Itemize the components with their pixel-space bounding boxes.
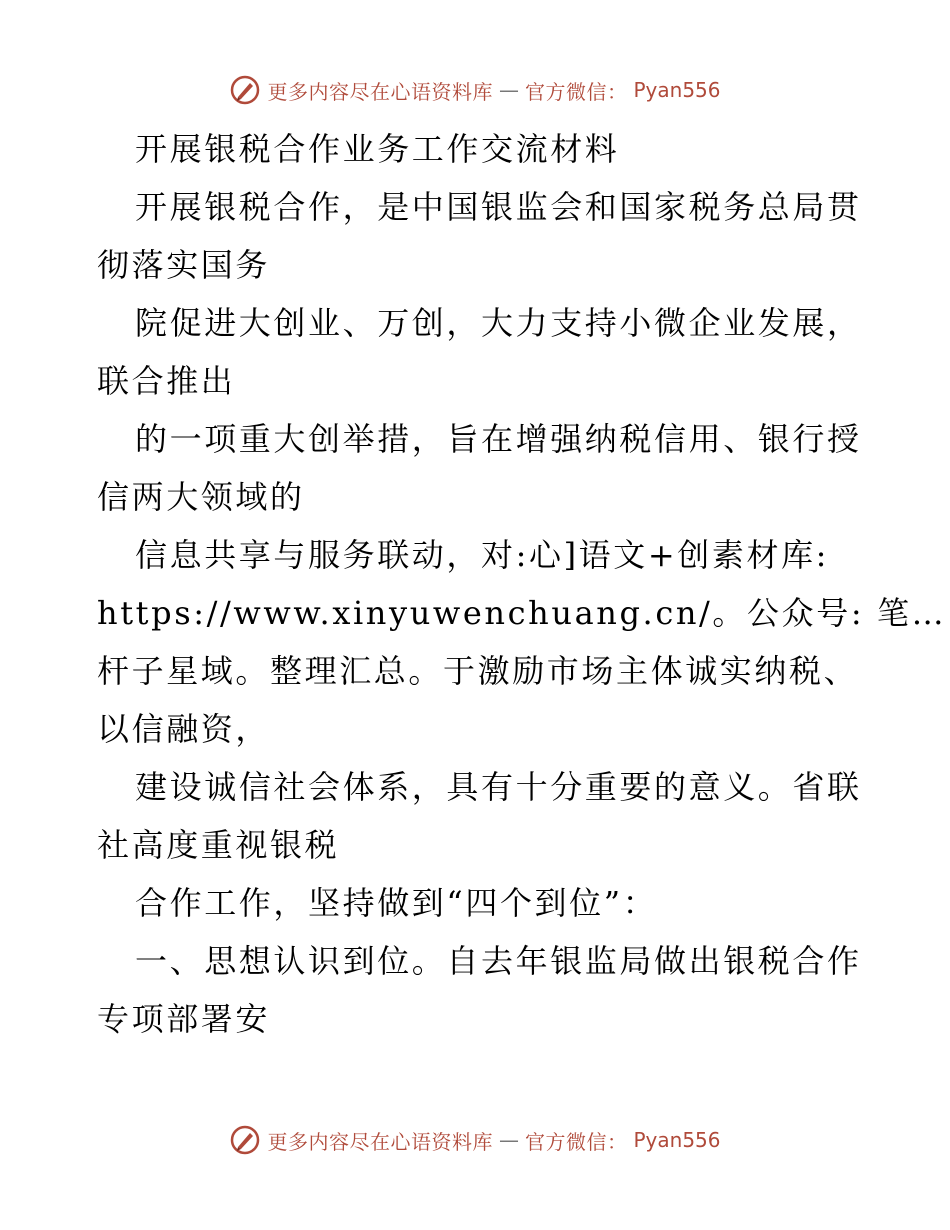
document-body	[97, 120, 947, 1048]
paragraph-line: 建设诚信社会体系，具有十分重要的意义。省联	[135, 768, 862, 806]
paragraph-line: 联合推出	[97, 362, 236, 400]
footer-watermark	[0, 1120, 950, 1160]
watermark-main-text: 更多内容尽在心语资料库	[267, 1129, 493, 1154]
paragraph-line: 杆子星域。整理汇总。于激励市场主体诚实纳税、	[97, 652, 859, 690]
watermark-separator: —	[498, 1128, 519, 1152]
pen-logo-icon	[229, 74, 261, 106]
paragraph-line: 社高度重视银税	[97, 826, 340, 864]
watermark-wechat-label: 官方微信：	[524, 79, 628, 104]
paragraph-line: 开展银税合作，是中国银监会和国家税务总局贯	[135, 188, 862, 226]
paragraph-line: 合作工作，坚持做到“四个到位”：	[135, 884, 658, 922]
watermark-main-text: 更多内容尽在心语资料库	[267, 79, 493, 104]
document-title: 开展银税合作业务工作交流材料	[135, 130, 620, 168]
watermark-separator: —	[498, 78, 519, 102]
paragraph-line: 一、思想认识到位。自去年银监局做出银税合作	[135, 942, 862, 980]
paragraph-line: 信两大领域的	[97, 478, 305, 516]
paragraph-line: 信息共享与服务联动，对:心]语文+创素材库:	[135, 536, 830, 574]
header-watermark	[0, 70, 950, 110]
paragraph-line: 以信融资，	[97, 710, 271, 748]
paragraph-line: 院促进大创业、万创，大力支持小微企业发展，	[135, 304, 862, 342]
paragraph-line: https://www.xinyuwenchuang.cn/。公众号: 笔…	[97, 594, 947, 632]
watermark-wechat-id: Pyan556	[633, 78, 721, 102]
watermark-wechat-id: Pyan556	[633, 1128, 721, 1152]
watermark-wechat-label: 官方微信：	[524, 1129, 628, 1154]
paragraph-line: 专项部署安	[97, 1000, 271, 1038]
paragraph-line: 的一项重大创举措，旨在增强纳税信用、银行授	[135, 420, 862, 458]
pen-logo-icon	[229, 1124, 261, 1156]
paragraph-line: 彻落实国务	[97, 246, 271, 284]
